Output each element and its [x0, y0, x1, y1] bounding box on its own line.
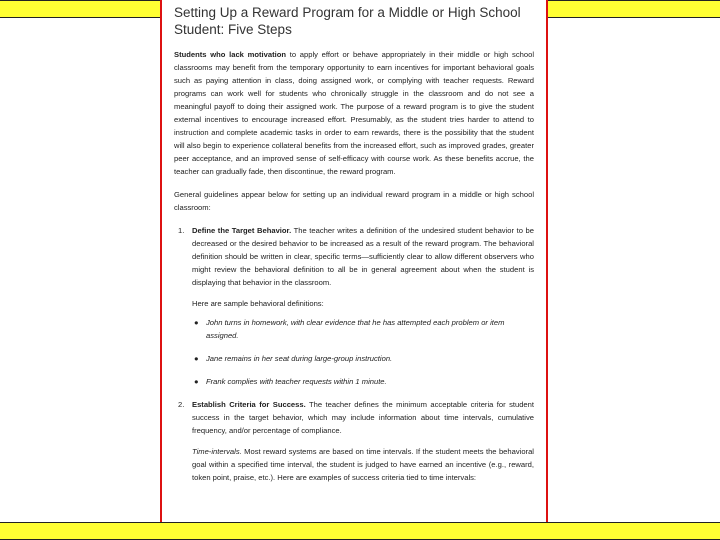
step-body: The teacher writes a definition of the undesired student behavior to be decreased or the desired behavior to be increased as a result of the reward program. The behavioral definition should be written in clear, specific terms—sufficiently clear to allow different observers who might review the behavioral definition to all be in general agreement about when the student is displaying that behavior in the classroom. [192, 226, 534, 287]
document-title: Setting Up a Reward Program for a Middle or High School Student: Five Steps [174, 5, 521, 37]
list-item [192, 316, 534, 342]
step-sub-body: Most reward systems are based on time intervals. If the student meets the behavioral goal within a specified time interval, the student is judged to have earned an incentive (e.g., reward, token point, praise, etc.). Here are examples of success criteria tied to time intervals: [192, 447, 534, 482]
list-item [192, 375, 534, 388]
list-item [192, 352, 534, 365]
example-text: Jane remains in her seat during large-group instruction. [206, 354, 393, 363]
bullet-icon: ● [194, 318, 199, 327]
example-text: Frank complies with teacher requests within 1 minute. [206, 377, 387, 386]
step-number: 2. [178, 400, 185, 409]
step-body: The teacher defines the minimum acceptable criteria for student success in the target behavior, which may include information about time intervals, cumulative frequency, and/or percentage of compliance. [192, 400, 534, 435]
document-page [160, 0, 548, 540]
examples-list [192, 316, 534, 388]
step-number: 1. [178, 226, 185, 235]
bullet-icon: ● [194, 377, 199, 386]
example-text: John turns in homework, with clear evidence that he has attempted each problem or item assigned. [206, 318, 505, 340]
steps-list [174, 224, 534, 484]
intro-text: to apply effort or behave appropriately in their middle or high school classrooms may benefit from the temporary opportunity to earn incentives for important behavioral goals such as paying attention in class, doing assigned work, or complying with teacher requests. Reward programs can work well for students who chronically struggle in the classroom and do not see a meaningful payoff to doing their assigned work. The purpose of a reward program is to give the student external incentives to encourage increased effort. Presumably, as the student tries harder to attend to instruction and complete academic tasks in order to earn rewards, there is the possibility that the student will also begin to experience collateral benefits from the increased effort, such as improved grades, greater peer acceptance, and an improved sense of self-efficacy with course work. As these benefits accrue, the teacher can gradually fade, then discontinue, the reward program. [174, 50, 535, 176]
step-item [174, 398, 534, 484]
step-sub-label: Time-intervals. [192, 447, 242, 456]
intro-lead: Students who lack motivation [174, 50, 287, 59]
bottom-yellow-band [0, 522, 720, 540]
step-heading: Establish Criteria for Success. [192, 400, 306, 409]
step-heading: Define the Target Behavior. [192, 226, 292, 235]
step-item [174, 224, 534, 388]
bullet-icon: ● [194, 354, 199, 363]
step-sub-paragraph [192, 445, 534, 484]
guidelines-paragraph: General guidelines appear below for setting up an individual reward program in a middle or high school classroom: [174, 190, 534, 212]
step-sub-label: Here are sample behavioral definitions: [192, 299, 324, 308]
intro-paragraph [174, 48, 534, 178]
